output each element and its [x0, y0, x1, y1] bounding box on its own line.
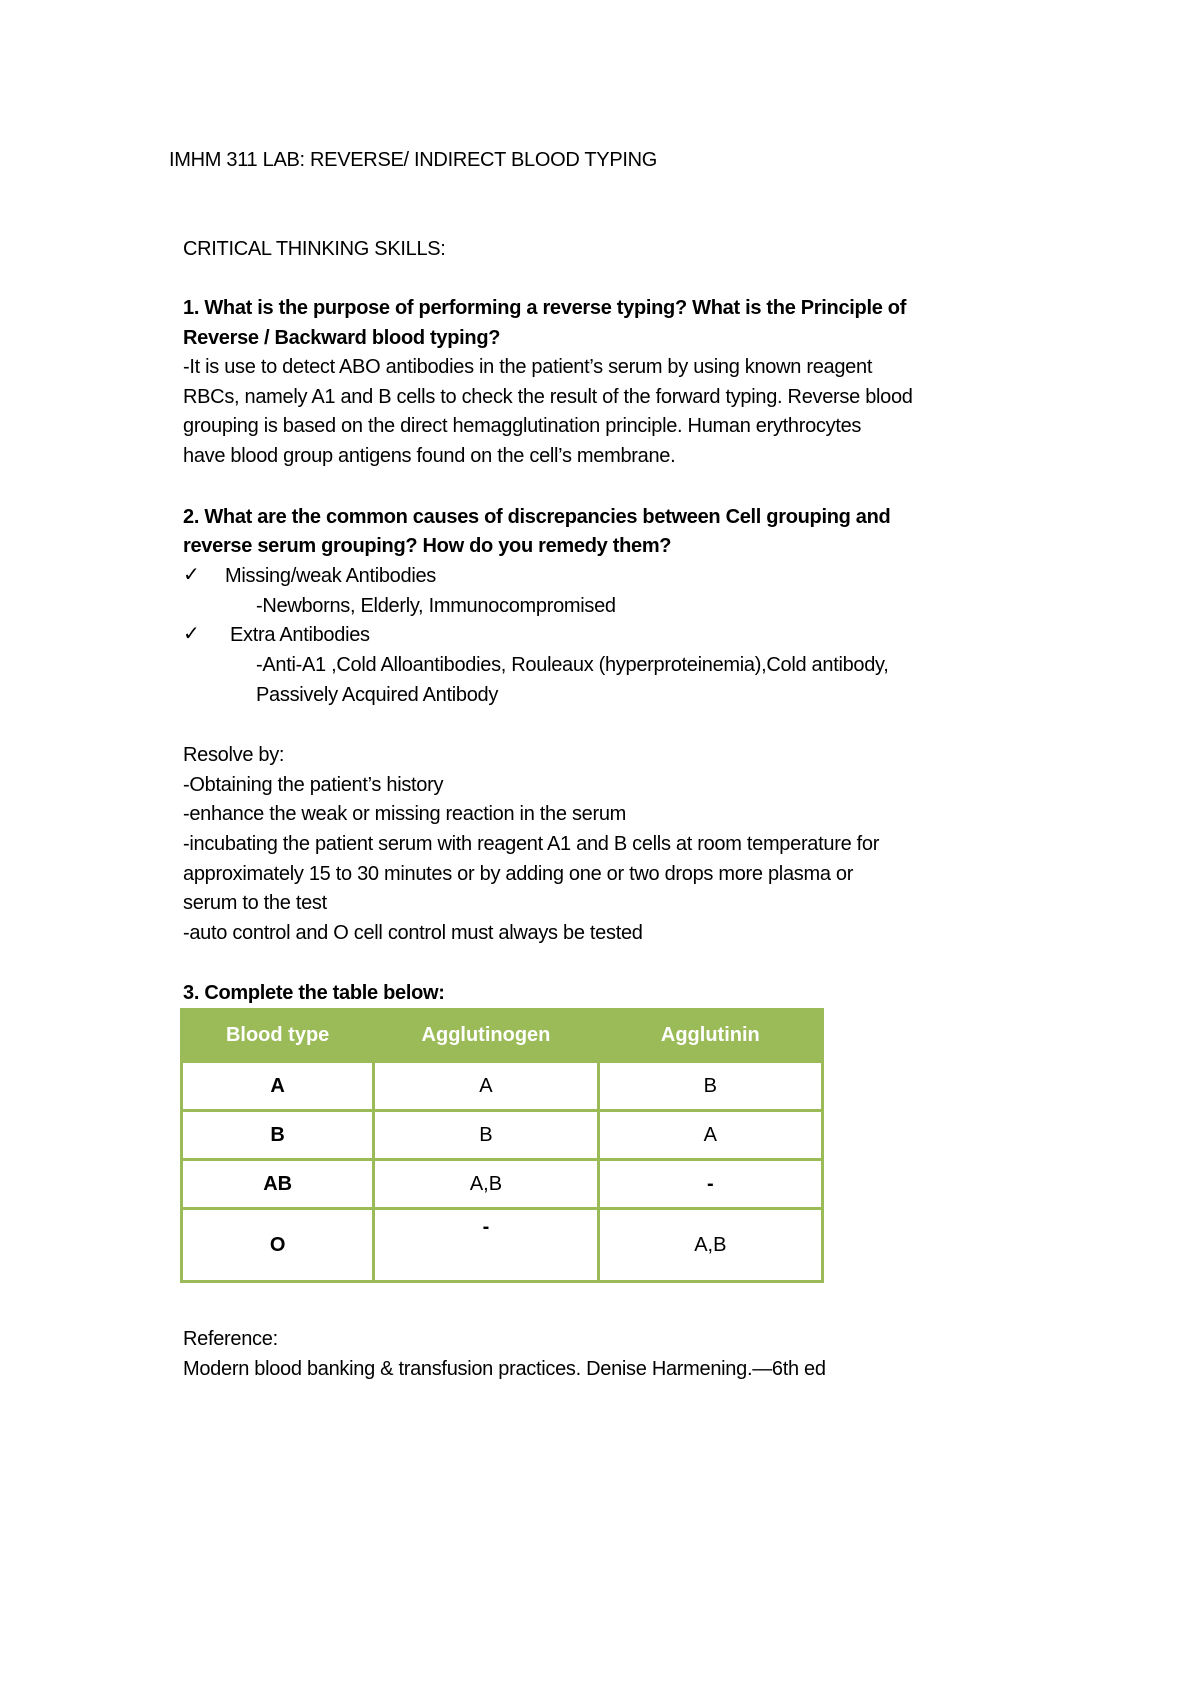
document-title: IMHM 311 LAB: REVERSE/ INDIRECT BLOOD TYPING: [169, 149, 658, 171]
header-cell: Blood type: [182, 1010, 374, 1062]
header-cell: Agglutinin: [598, 1010, 822, 1062]
table-cell: A: [182, 1062, 374, 1111]
table-row: [182, 1160, 823, 1209]
table-cell: A,B: [598, 1209, 822, 1282]
table-cell: O: [182, 1209, 374, 1282]
table-cell: A,B: [374, 1160, 598, 1209]
checkmark-icon: ✓: [183, 623, 200, 645]
table-cell: -: [374, 1209, 598, 1282]
section-heading: CRITICAL THINKING SKILLS:: [183, 238, 446, 260]
cause-label: Missing/weak Antibodies: [225, 565, 436, 587]
resolve-line: approximately 15 to 30 minutes or by adding one or two drops more plasma or: [183, 863, 854, 885]
q1-answer-line: grouping is based on the direct hemagglutination principle. Human erythrocytes: [183, 415, 862, 437]
resolve-heading: Resolve by:: [183, 744, 285, 766]
checkmark-icon: ✓: [183, 564, 200, 586]
q1-answer-line: RBCs, namely A1 and B cells to check the result of the forward typing. Reverse blood: [183, 386, 913, 408]
cause-detail: -Anti-A1 ,Cold Alloantibodies, Rouleaux (hyperproteinemia),Cold antibody,: [256, 654, 889, 676]
q2-question-line: reverse serum grouping? How do you remedy them?: [183, 535, 672, 557]
table-cell: -: [598, 1160, 822, 1209]
reference-text: Modern blood banking & transfusion practices. Denise Harmening.—6th ed: [183, 1358, 826, 1380]
q1-answer-line: have blood group antigens found on the cell’s membrane.: [183, 445, 676, 467]
table-cell: A: [374, 1062, 598, 1111]
cause-label: Extra Antibodies: [230, 624, 370, 646]
resolve-line: -incubating the patient serum with reagent A1 and B cells at room temperature for: [183, 833, 880, 855]
q3-question: 3. Complete the table below:: [183, 982, 445, 1004]
resolve-line: -enhance the weak or missing reaction in the serum: [183, 803, 627, 825]
table-row: [182, 1209, 823, 1282]
table-row: [182, 1062, 823, 1111]
table-cell: AB: [182, 1160, 374, 1209]
table-row: [182, 1111, 823, 1160]
cause-detail: -Newborns, Elderly, Immunocompromised: [256, 595, 616, 617]
blood-type-table: [180, 1008, 824, 1283]
resolve-line: -auto control and O cell control must always be tested: [183, 922, 643, 944]
q1-question-line: 1. What is the purpose of performing a reverse typing? What is the Principle of: [183, 297, 907, 319]
q1-question-line: Reverse / Backward blood typing?: [183, 327, 501, 349]
cause-detail: Passively Acquired Antibody: [256, 684, 499, 706]
header-cell: Agglutinogen: [374, 1010, 598, 1062]
table-cell: B: [598, 1062, 822, 1111]
table-header-row: [182, 1010, 823, 1062]
reference-heading: Reference:: [183, 1328, 278, 1350]
table-cell: B: [374, 1111, 598, 1160]
q1-answer-line: -It is use to detect ABO antibodies in the patient’s serum by using known reagent: [183, 356, 873, 378]
table-cell: A: [598, 1111, 822, 1160]
resolve-line: serum to the test: [183, 892, 327, 914]
table-cell: B: [182, 1111, 374, 1160]
resolve-line: -Obtaining the patient’s history: [183, 774, 444, 796]
q2-question-line: 2. What are the common causes of discrepancies between Cell grouping and: [183, 506, 891, 528]
